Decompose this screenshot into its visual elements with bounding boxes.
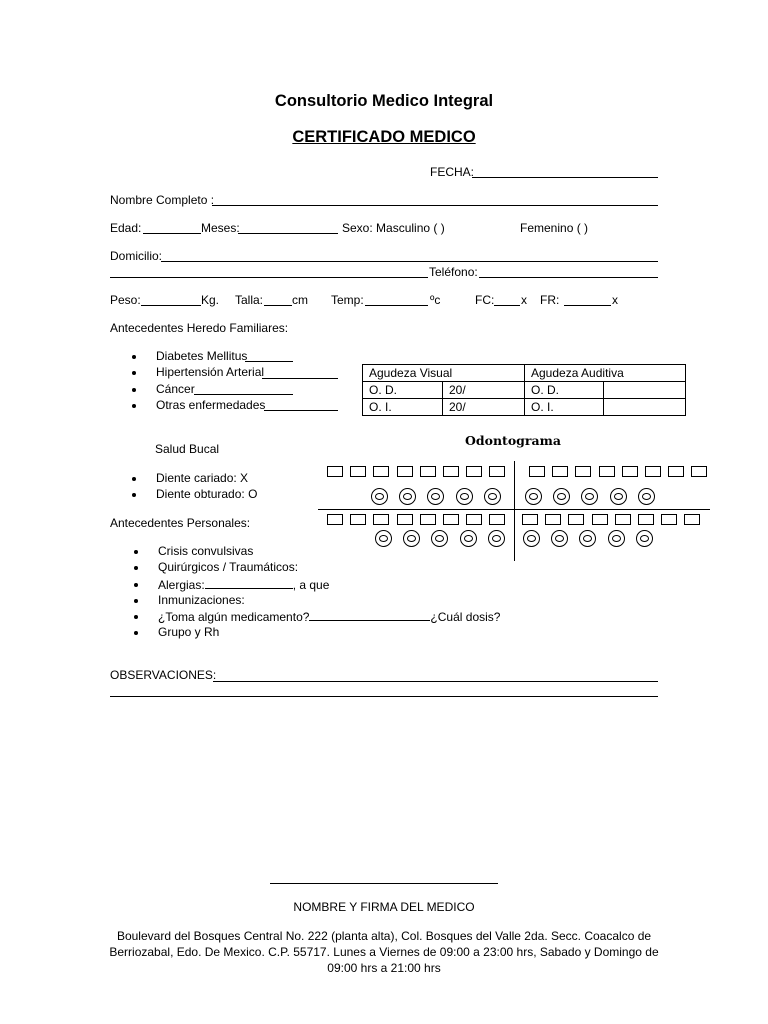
fecha-field[interactable] — [472, 177, 658, 178]
tooth-box[interactable] — [592, 514, 608, 525]
observaciones-field-2[interactable] — [110, 696, 658, 697]
meses-label: Meses: — [201, 221, 240, 235]
legend-cariado: Diente cariado: X — [156, 471, 249, 485]
tooth-box[interactable] — [350, 466, 366, 477]
peso-field[interactable] — [141, 305, 201, 306]
heredo-hipertension: Hipertensión Arterial — [156, 365, 265, 380]
quirurgicos-item: Quirúrgicos / Traumáticos: — [158, 560, 299, 575]
fc-unit: x — [521, 293, 527, 307]
personales-label: Antecedentes Personales: — [110, 516, 251, 530]
medicamento-field[interactable] — [309, 609, 430, 621]
tooth-box[interactable] — [420, 514, 436, 525]
tooth-circle[interactable] — [371, 488, 388, 505]
sexo-femenino[interactable]: Femenino ( ) — [520, 221, 589, 235]
tooth-box[interactable] — [373, 466, 389, 477]
footer-address: Boulevard del Bosques Central No. 222 (planta alta), Col. Bosques del Valle 2da. Secc. Coacalco de Berriozabal, Edo. De Mexico. C.P. 55717. Lunes a Viernes de 09:00 a 23:00 hrs, Sabado y Domingo de 09:00 hrs a 21:00 hrs — [109, 929, 659, 975]
tooth-box[interactable] — [545, 514, 561, 525]
bucal-legend — [132, 471, 312, 504]
tooth-box[interactable] — [443, 514, 459, 525]
agudeza-visual-header: Agudeza Visual — [363, 365, 525, 382]
auditiva-od-value[interactable] — [604, 382, 686, 399]
alergias-field[interactable] — [205, 577, 293, 589]
tooth-circle[interactable] — [636, 530, 653, 547]
tooth-box[interactable] — [350, 514, 366, 525]
telefono-label: Teléfono: — [429, 265, 478, 279]
alergias-suffix: , a que — [292, 577, 330, 592]
list-item — [132, 349, 352, 365]
observaciones-label: OBSERVACIONES: — [110, 668, 217, 682]
tooth-circle[interactable] — [553, 488, 570, 505]
talla-field[interactable] — [264, 305, 292, 306]
edad-field[interactable] — [143, 233, 201, 234]
tooth-circle[interactable] — [427, 488, 444, 505]
domicilio-field[interactable] — [161, 261, 658, 262]
alergias-label: Alergias: — [158, 577, 205, 592]
temp-label: Temp: — [331, 293, 364, 307]
observaciones-field[interactable] — [213, 681, 658, 682]
agudeza-table — [362, 364, 686, 416]
list-item — [132, 365, 352, 381]
tooth-box[interactable] — [615, 514, 631, 525]
fr-unit: x — [612, 293, 618, 307]
fecha-label: FECHA: — [430, 165, 475, 179]
visual-oi-label: O. I. — [363, 399, 443, 416]
visual-od-value[interactable]: 20/ — [443, 382, 525, 399]
edad-label: Edad: — [110, 221, 142, 235]
peso-label: Peso: — [110, 293, 141, 307]
tooth-box[interactable] — [397, 514, 413, 525]
heredo-cancer: Cáncer — [156, 381, 195, 396]
kg-unit: Kg. — [201, 293, 220, 307]
medicamento-label: ¿Toma algún medicamento? — [158, 610, 310, 625]
tooth-box[interactable] — [575, 466, 591, 477]
odontograma-occlusal-line — [318, 509, 710, 510]
tooth-circle[interactable] — [608, 530, 625, 547]
celsius-unit: ºc — [430, 293, 441, 307]
grupo-item: Grupo y Rh — [158, 625, 220, 640]
otras-field[interactable] — [264, 410, 338, 411]
legend-obturado: Diente obturado: O — [156, 487, 258, 502]
tooth-box[interactable] — [529, 466, 545, 477]
telefono-field[interactable] — [479, 277, 658, 278]
list-item — [132, 382, 352, 398]
medicamento-item — [158, 609, 500, 625]
tooth-box[interactable] — [599, 466, 615, 477]
diabetes-field[interactable] — [245, 361, 293, 362]
tooth-circle[interactable] — [399, 488, 416, 505]
sexo-masculino[interactable]: Sexo: Masculino ( ) — [342, 221, 445, 235]
tooth-box[interactable] — [622, 466, 638, 477]
dosis-label: ¿Cuál dosis? — [430, 610, 501, 625]
tooth-box[interactable] — [466, 466, 482, 477]
tooth-box[interactable] — [466, 514, 482, 525]
alergias-item — [158, 577, 329, 593]
tooth-circle[interactable] — [456, 488, 473, 505]
tooth-box[interactable] — [489, 514, 505, 525]
talla-label: Talla: — [235, 293, 264, 307]
list-item — [134, 560, 554, 576]
meses-field[interactable] — [238, 233, 338, 234]
tooth-box[interactable] — [327, 466, 343, 477]
list-item — [134, 625, 554, 641]
domicilio-label: Domicilio: — [110, 249, 163, 263]
tooth-box[interactable] — [638, 514, 654, 525]
crisis-item: Crisis convulsivas — [158, 544, 254, 558]
auditiva-od-label: O. D. — [525, 382, 604, 399]
nombre-label: Nombre Completo : — [110, 193, 215, 207]
list-item — [134, 544, 554, 560]
list-item — [132, 487, 312, 503]
fr-field[interactable] — [564, 305, 611, 306]
auditiva-oi-label: O. I. — [525, 399, 604, 416]
tooth-box[interactable] — [397, 466, 413, 477]
visual-od-label: O. D. — [363, 382, 443, 399]
visual-oi-value[interactable]: 20/ — [443, 399, 525, 416]
tooth-circle[interactable] — [579, 530, 596, 547]
temp-field[interactable] — [365, 305, 428, 306]
list-item — [132, 398, 352, 414]
tooth-box[interactable] — [568, 514, 584, 525]
tooth-circle[interactable] — [581, 488, 598, 505]
tooth-box[interactable] — [645, 466, 661, 477]
nombre-field[interactable] — [212, 205, 658, 206]
tooth-box[interactable] — [489, 466, 505, 477]
list-item — [134, 577, 554, 593]
tooth-box[interactable] — [552, 466, 568, 477]
tooth-box[interactable] — [691, 466, 707, 477]
fr-label: FR: — [540, 293, 560, 307]
tooth-box[interactable] — [684, 514, 700, 525]
tooth-circle[interactable] — [638, 488, 655, 505]
tooth-box[interactable] — [420, 466, 436, 477]
signature-label: NOMBRE Y FIRMA DEL MEDICO — [293, 900, 475, 914]
list-item — [134, 609, 554, 625]
heredo-diabetes: Diabetes Mellitus — [156, 349, 248, 363]
agudeza-auditiva-header: Agudeza Auditiva — [525, 365, 686, 382]
tooth-box[interactable] — [327, 514, 343, 525]
domicilio-field-2[interactable] — [110, 277, 428, 278]
list-item — [132, 471, 312, 487]
tooth-box[interactable] — [373, 514, 389, 525]
cm-unit: cm — [292, 293, 308, 307]
hipertension-field[interactable] — [262, 378, 338, 379]
personales-list — [134, 544, 554, 642]
heredo-label: Antecedentes Heredo Familiares: — [110, 321, 289, 335]
tooth-circle[interactable] — [484, 488, 501, 505]
document-title: CERTIFICADO MEDICO — [292, 128, 476, 146]
odontograma-title: Odontograma — [465, 433, 561, 448]
tooth-box[interactable] — [522, 514, 538, 525]
tooth-circle[interactable] — [525, 488, 542, 505]
heredo-otras: Otras enfermedades — [156, 397, 266, 412]
auditiva-oi-value[interactable] — [604, 399, 686, 416]
list-item — [134, 593, 554, 609]
tooth-box[interactable] — [443, 466, 459, 477]
tooth-circle[interactable] — [610, 488, 627, 505]
signature-line[interactable] — [270, 883, 498, 884]
heredo-list — [132, 349, 352, 414]
inmunizaciones-item: Inmunizaciones: — [158, 592, 245, 607]
cancer-field[interactable] — [194, 394, 293, 395]
fc-field[interactable] — [494, 305, 520, 306]
clinic-name: Consultorio Medico Integral — [274, 92, 494, 110]
fc-label: FC: — [475, 293, 495, 307]
tooth-box[interactable] — [668, 466, 684, 477]
tooth-box[interactable] — [661, 514, 677, 525]
salud-bucal-label: Salud Bucal — [155, 442, 220, 456]
